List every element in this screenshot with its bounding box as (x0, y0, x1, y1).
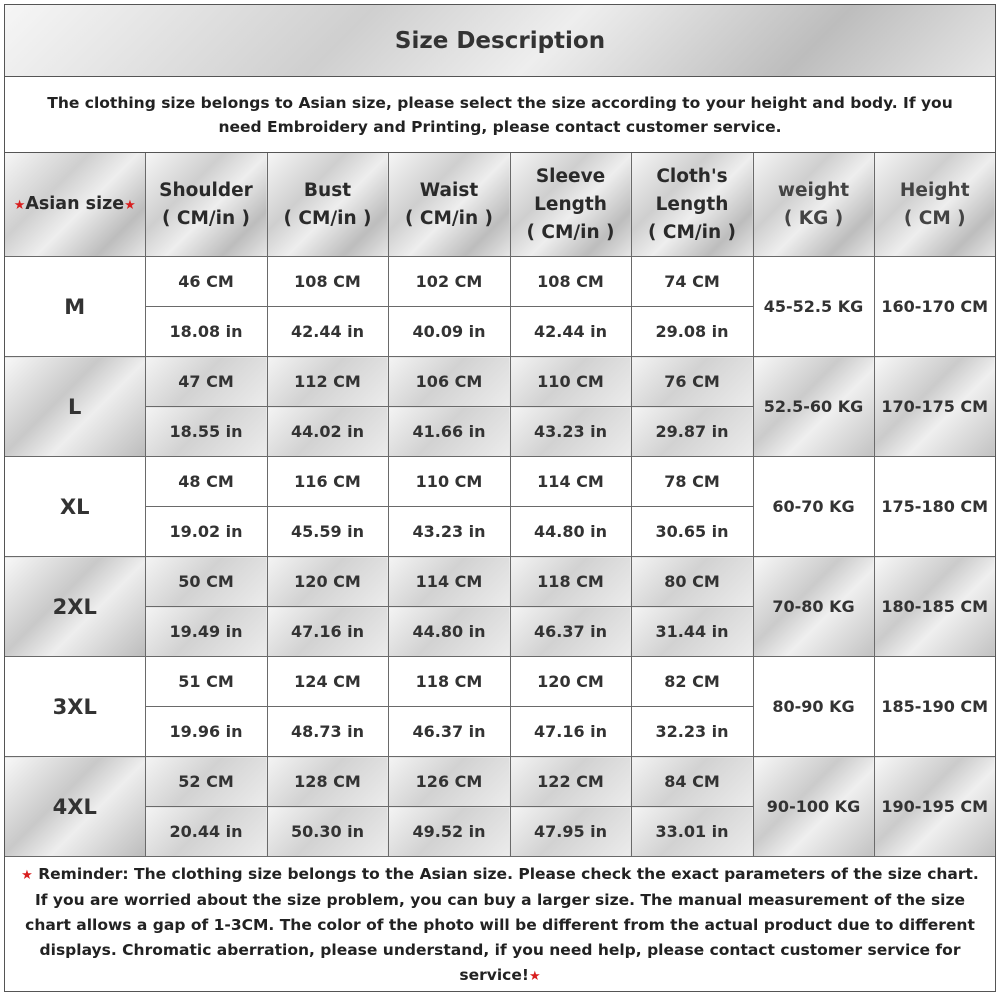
size-label: XL (5, 457, 145, 557)
sleeve-in: 47.95 in (510, 807, 631, 857)
cloth-cm: 80 CM (631, 557, 753, 607)
waist-cm: 118 CM (388, 657, 510, 707)
waist-cm: 102 CM (388, 257, 510, 307)
sleeve-in: 43.23 in (510, 407, 631, 457)
shoulder-in: 19.49 in (145, 607, 267, 657)
table-row-2xl-cm (5, 557, 995, 607)
shoulder-cm: 46 CM (145, 257, 267, 307)
shoulder-in: 20.44 in (145, 807, 267, 857)
header-sleeve-label-2: Length (534, 193, 607, 215)
bust-cm: 124 CM (267, 657, 388, 707)
waist-in: 46.37 in (388, 707, 510, 757)
shoulder-in: 18.08 in (145, 307, 267, 357)
waist-in: 44.80 in (388, 607, 510, 657)
header-cloth-label-2: Length (655, 193, 729, 215)
size-table (5, 153, 995, 857)
red-star-icon: ★ (21, 867, 33, 883)
size-label: L (5, 357, 145, 457)
cloth-cm: 76 CM (631, 357, 753, 407)
header-cloth-label: Cloth's (656, 165, 728, 187)
sleeve-cm: 110 CM (510, 357, 631, 407)
size-label: M (5, 257, 145, 357)
shoulder-cm: 47 CM (145, 357, 267, 407)
waist-in: 41.66 in (388, 407, 510, 457)
shoulder-cm: 51 CM (145, 657, 267, 707)
sleeve-in: 46.37 in (510, 607, 631, 657)
height-range: 170-175 CM (874, 357, 995, 457)
header-waist-label: Waist (419, 179, 479, 201)
header-sleeve-unit: ( CM/in ) (526, 221, 615, 243)
header-bust-unit: ( CM/in ) (283, 207, 372, 229)
shoulder-in: 19.02 in (145, 507, 267, 557)
shoulder-cm: 50 CM (145, 557, 267, 607)
bust-cm: 116 CM (267, 457, 388, 507)
waist-in: 49.52 in (388, 807, 510, 857)
sleeve-in: 42.44 in (510, 307, 631, 357)
cloth-cm: 82 CM (631, 657, 753, 707)
sleeve-cm: 118 CM (510, 557, 631, 607)
shoulder-in: 19.96 in (145, 707, 267, 757)
cloth-cm: 74 CM (631, 257, 753, 307)
height-range: 185-190 CM (874, 657, 995, 757)
header-shoulder-unit: ( CM/in ) (161, 207, 251, 229)
bust-in: 47.16 in (267, 607, 388, 657)
weight-range: 70-80 KG (753, 557, 874, 657)
bust-cm: 120 CM (267, 557, 388, 607)
height-range: 190-195 CM (874, 757, 995, 857)
table-header-row (5, 153, 995, 257)
bust-cm: 128 CM (267, 757, 388, 807)
sleeve-cm: 122 CM (510, 757, 631, 807)
header-bust (267, 153, 388, 257)
size-chart-sheet (4, 4, 996, 992)
cloth-in: 30.65 in (631, 507, 753, 557)
header-height-unit: ( CM ) (903, 207, 966, 229)
page-title: Size Description (5, 5, 995, 77)
height-range: 160-170 CM (874, 257, 995, 357)
waist-cm: 114 CM (388, 557, 510, 607)
sleeve-in: 44.80 in (510, 507, 631, 557)
bust-in: 42.44 in (267, 307, 388, 357)
header-height-label: Height (899, 179, 970, 201)
weight-range: 90-100 KG (753, 757, 874, 857)
bust-in: 45.59 in (267, 507, 388, 557)
header-sleeve-length (510, 153, 631, 257)
table-row-l-cm (5, 357, 995, 407)
sleeve-in: 47.16 in (510, 707, 631, 757)
red-star-icon: ★ (528, 968, 541, 984)
cloth-cm: 84 CM (631, 757, 753, 807)
shoulder-in: 18.55 in (145, 407, 267, 457)
weight-range: 45-52.5 KG (753, 257, 874, 357)
header-waist (388, 153, 510, 257)
waist-in: 43.23 in (388, 507, 510, 557)
height-range: 175-180 CM (874, 457, 995, 557)
height-range: 180-185 CM (874, 557, 995, 657)
header-asian-size-label: Asian size (25, 193, 125, 214)
weight-range: 52.5-60 KG (753, 357, 874, 457)
sleeve-cm: 120 CM (510, 657, 631, 707)
cloth-in: 32.23 in (631, 707, 753, 757)
header-weight (753, 153, 874, 257)
size-label: 4XL (5, 757, 145, 857)
weight-range: 60-70 KG (753, 457, 874, 557)
waist-cm: 106 CM (388, 357, 510, 407)
table-row-xl-cm (5, 457, 995, 507)
waist-cm: 110 CM (388, 457, 510, 507)
bust-cm: 108 CM (267, 257, 388, 307)
shoulder-cm: 52 CM (145, 757, 267, 807)
bust-in: 44.02 in (267, 407, 388, 457)
header-weight-unit: ( KG ) (783, 207, 844, 229)
shoulder-cm: 48 CM (145, 457, 267, 507)
cloth-cm: 78 CM (631, 457, 753, 507)
reminder-box (5, 859, 995, 991)
cloth-in: 33.01 in (631, 807, 753, 857)
sleeve-cm: 108 CM (510, 257, 631, 307)
header-asian-size (5, 153, 145, 257)
bust-in: 48.73 in (267, 707, 388, 757)
bust-in: 50.30 in (267, 807, 388, 857)
header-bust-label: Bust (303, 179, 352, 201)
header-weight-label: weight (777, 179, 850, 201)
waist-cm: 126 CM (388, 757, 510, 807)
header-height (874, 153, 995, 257)
cloth-in: 29.08 in (631, 307, 753, 357)
reminder-text: Reminder: The clothing size belongs to the Asian size. Please check the exact parameters of the size chart. If you are worried about the size problem, you can buy a larger size. The manual measurement of the size chart allows a gap of 1-3CM. The color of the photo will be different from the actual product due to different displays. Chromatic aberration, please understand, if you need help, please contact customer service for service! (25, 864, 979, 984)
reminder-text-wrap (13, 862, 987, 989)
table-row-4xl-cm (5, 757, 995, 807)
cloth-in: 29.87 in (631, 407, 753, 457)
sleeve-cm: 114 CM (510, 457, 631, 507)
header-shoulder (145, 153, 267, 257)
cloth-in: 31.44 in (631, 607, 753, 657)
header-cloth-unit: ( CM/in ) (647, 221, 737, 243)
size-label: 3XL (5, 657, 145, 757)
header-cloth-length (631, 153, 753, 257)
waist-in: 40.09 in (388, 307, 510, 357)
weight-range: 80-90 KG (753, 657, 874, 757)
red-star-icon: ★ (124, 197, 136, 213)
table-row-3xl-cm (5, 657, 995, 707)
intro-text: The clothing size belongs to Asian size, please select the size according to your height and body. If you need Embroidery and Printing, please contact customer service. (5, 77, 995, 153)
red-star-icon: ★ (13, 197, 26, 213)
table-row-m-cm (5, 257, 995, 307)
size-label: 2XL (5, 557, 145, 657)
bust-cm: 112 CM (267, 357, 388, 407)
header-sleeve-label: Sleeve (535, 165, 606, 187)
header-shoulder-label: Shoulder (159, 179, 253, 201)
header-waist-unit: ( CM/in ) (404, 207, 494, 229)
